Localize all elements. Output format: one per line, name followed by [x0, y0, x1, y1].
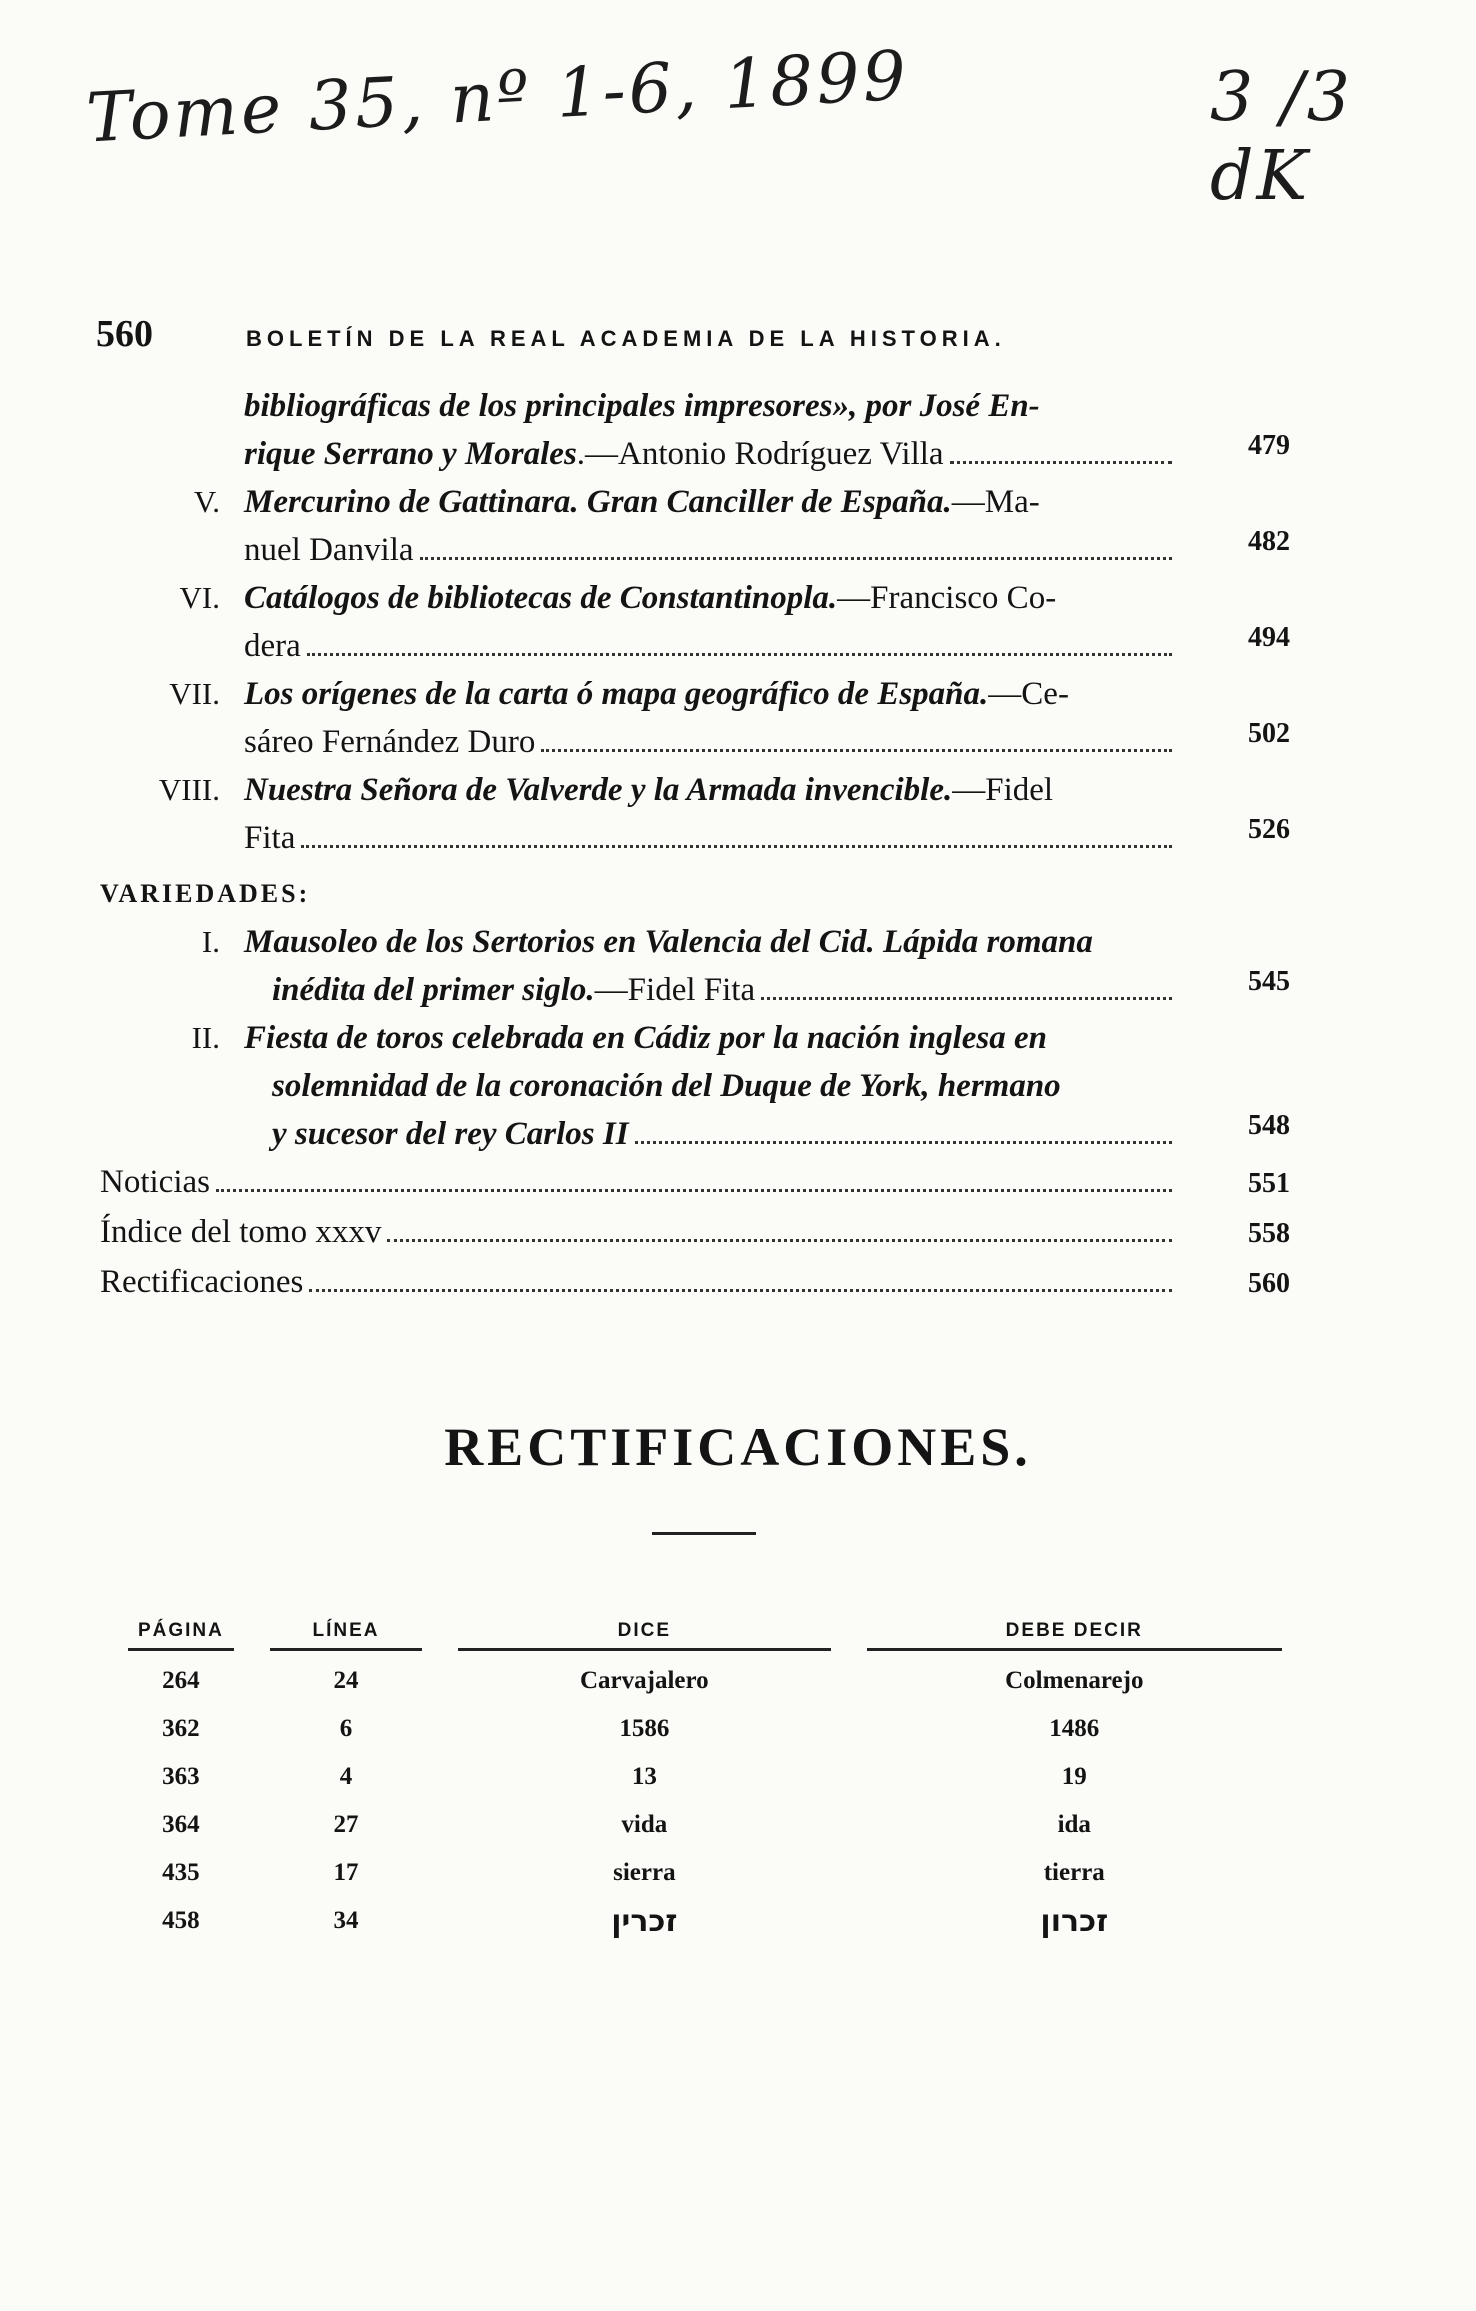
cell-page: 364: [162, 1811, 200, 1838]
toc-entry-author: sáreo Fernández Duro: [244, 724, 536, 760]
dot-leader: [301, 845, 1172, 848]
cell-line: 4: [339, 1763, 353, 1790]
toc-entry: [100, 1014, 1290, 1158]
table-row: [110, 1705, 1300, 1753]
table-row: [110, 1753, 1300, 1801]
handwritten-volume-note: Tome 35, nº 1-6, 1899: [84, 36, 911, 159]
cell-should-say: Colmenarejo: [1005, 1667, 1144, 1694]
toc-entry-title: Fiesta de toros celebrada en Cádiz por la nación inglesa en: [244, 1020, 1048, 1056]
table-of-contents: [100, 382, 1290, 1308]
toc-entry: [100, 1258, 1290, 1308]
column-header-pagina: PÁGINA: [128, 1620, 234, 1651]
toc-page-number: 545: [1248, 966, 1290, 997]
toc-entry-author: —Fidel Fita: [594, 972, 756, 1008]
table-row: [110, 1801, 1300, 1849]
handwritten-shelf-mark: 3 /3 dK: [1210, 58, 1354, 216]
cell-says: Carvajalero: [580, 1667, 709, 1694]
cell-line: 34: [333, 1907, 359, 1934]
dot-leader: [541, 749, 1172, 752]
dot-leader: [635, 1141, 1172, 1144]
toc-entry-title: Mercurino de Gattinara. Gran Canciller de España.: [244, 484, 952, 520]
dot-leader: [420, 557, 1172, 560]
dot-leader: [950, 461, 1172, 464]
toc-entry-title: Nuestra Señora de Valverde y la Armada invencible.: [244, 772, 953, 808]
toc-page-number: 548: [1248, 1110, 1290, 1141]
cell-says: 13: [631, 1763, 657, 1790]
cell-should-say: 1486: [1049, 1715, 1100, 1742]
toc-entry-title: Índice del tomo xxxv: [100, 1214, 382, 1250]
toc-entry: [100, 382, 1290, 478]
dot-leader: [761, 997, 1172, 1000]
toc-entry-title: Los orígenes de la carta ó mapa geográfico de España.: [244, 676, 989, 712]
column-header-dice: DICE: [458, 1620, 830, 1651]
toc-entry-author: —Ma-: [951, 484, 1040, 520]
toc-entry-title: Noticias: [100, 1164, 210, 1200]
toc-entry-author: nuel Danvila: [244, 532, 414, 568]
cell-page: 264: [162, 1667, 200, 1694]
dot-leader: [307, 653, 1172, 656]
cell-says: 1586: [619, 1715, 670, 1742]
toc-entry: [100, 574, 1290, 670]
column-header-linea: LÍNEA: [270, 1620, 422, 1651]
section-label-variedades: VARIEDADES:: [100, 879, 311, 908]
toc-entry: [100, 670, 1290, 766]
cell-line: 27: [333, 1811, 359, 1838]
toc-page-number: 494: [1248, 622, 1290, 653]
toc-entry-number: II.: [191, 1020, 220, 1055]
toc-entry-author: .—Antonio Rodríguez Villa: [576, 436, 944, 472]
toc-entry-title: y sucesor del rey Carlos II: [272, 1116, 629, 1152]
toc-entry-author: —Fidel: [952, 772, 1054, 808]
journal-title: BOLETÍN DE LA REAL ACADEMIA DE LA HISTORIA.: [246, 326, 1006, 351]
toc-entry: [100, 918, 1290, 1014]
toc-page-number: 560: [1248, 1268, 1290, 1299]
toc-entry-title: Rectificaciones: [100, 1264, 304, 1300]
cell-should-say: זכרון: [1040, 1903, 1109, 1939]
toc-entry-title: Catálogos de bibliotecas de Constantinopla.: [244, 580, 838, 616]
toc-page-number: 558: [1248, 1218, 1290, 1249]
cell-page: 458: [162, 1907, 200, 1934]
cell-should-say: 19: [1061, 1763, 1087, 1790]
toc-entry-title: Mausoleo de los Sertorios en Valencia del Cid. Lápida romana: [244, 924, 1093, 960]
toc-entry: [100, 1158, 1290, 1208]
toc-page-number: 551: [1248, 1168, 1290, 1199]
toc-entry-title: bibliográficas de los principales impresores», por José En-: [244, 388, 1040, 424]
toc-entry: [100, 478, 1290, 574]
table-row: [110, 1897, 1300, 1945]
cell-says: vida: [621, 1811, 668, 1838]
toc-entry-author: Fita: [244, 820, 296, 856]
toc-entry-number: VIII.: [158, 772, 220, 807]
toc-entry-author: —Francisco Co-: [837, 580, 1057, 616]
toc-page-number: 482: [1248, 526, 1290, 557]
corrections-table: [110, 1620, 1300, 1945]
toc-entry-title: inédita del primer siglo.: [272, 972, 595, 1008]
dot-leader: [309, 1289, 1172, 1292]
table-row: [110, 1657, 1300, 1705]
dot-leader: [387, 1239, 1172, 1242]
cell-should-say: tierra: [1043, 1859, 1105, 1886]
toc-entry-title: solemnidad de la coronación del Duque de York, hermano: [272, 1068, 1061, 1104]
section-title-rectificaciones: RECTIFICACIONES.: [444, 1417, 1032, 1477]
table-header-row: [110, 1620, 1300, 1657]
toc-entry-author: —Ce-: [988, 676, 1069, 712]
page-number: 560: [96, 313, 153, 355]
cell-says: זכרין: [611, 1903, 678, 1939]
cell-line: 6: [339, 1715, 353, 1742]
toc-entry: [100, 1208, 1290, 1258]
running-head: [96, 312, 1146, 356]
toc-entry-number: VI.: [179, 580, 220, 615]
toc-entry-author: dera: [244, 628, 301, 664]
toc-entry-number: V.: [193, 484, 220, 519]
toc-entry-number: I.: [201, 924, 220, 959]
cell-page: 435: [162, 1859, 200, 1886]
cell-page: 362: [162, 1715, 200, 1742]
toc-entry-title: rique Serrano y Morales: [244, 436, 577, 472]
toc-page-number: 526: [1248, 814, 1290, 845]
title-rule: [652, 1532, 756, 1535]
cell-line: 24: [333, 1667, 359, 1694]
toc-page-number: 479: [1248, 430, 1290, 461]
toc-page-number: 502: [1248, 718, 1290, 749]
toc-entry-number: VII.: [169, 676, 220, 711]
cell-should-say: ida: [1057, 1811, 1091, 1838]
cell-says: sierra: [613, 1859, 676, 1886]
table-row: [110, 1849, 1300, 1897]
dot-leader: [216, 1189, 1172, 1192]
column-header-debe-decir: DEBE DECIR: [867, 1620, 1282, 1651]
cell-line: 17: [333, 1859, 359, 1886]
cell-page: 363: [162, 1763, 200, 1790]
toc-entry: [100, 766, 1290, 862]
